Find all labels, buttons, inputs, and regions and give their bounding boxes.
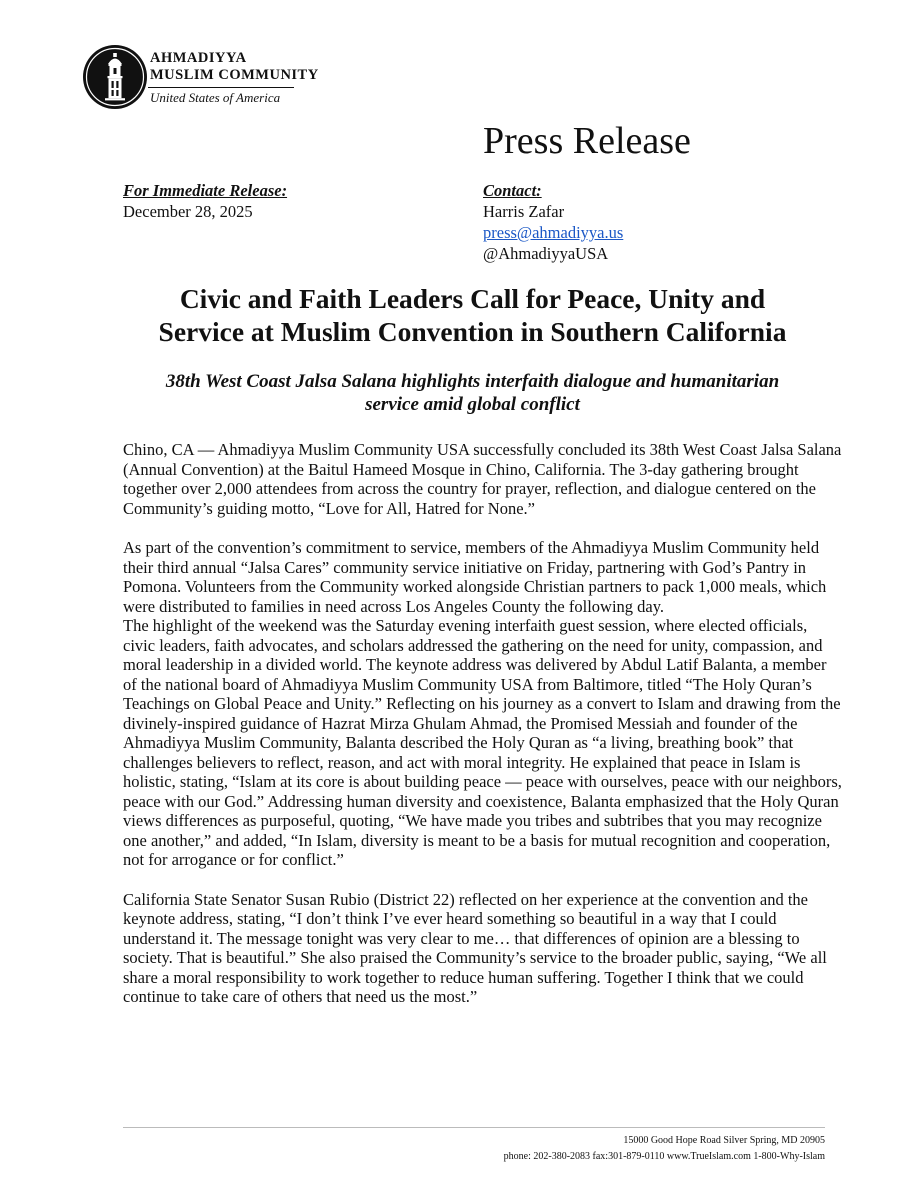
page-title: Press Release [483,120,691,162]
footer-address: 15000 Good Hope Road Silver Spring, MD 20905 [623,1135,825,1146]
headline-line2: Service at Muslim Convention in Southern California [158,316,787,347]
body-paragraph-2: As part of the convention’s commitment to service, members of the Ahmadiyya Muslim Community held their third annual “Jalsa Cares” community service initiative on Friday, partnering with God’s Pantry in Pomona. Volunteers from the Community worked alongside Christian partners to pack 1,000 meals, which were distributed to families in need across Los Angeles County the following day. [123,538,827,616]
subheadline [90,370,855,416]
body-paragraph-4: California State Senator Susan Rubio (District 22) reflected on her experience at the convention and the keynote address, stating, “I don’t think I’ve ever heard something so beautiful in a way that I could understand it. The message tonight was very clear to me… that differences of opinion are a blessing to society. That is beautiful.” She also praised the Community’s service to the broader public, saying, “We all share a moral responsibility to work together to reduce human suffering. Together I think that we could continue to take care of others that need us the most.” [123,889,827,1006]
minaret-logo-icon [82,44,148,110]
body-paragraph-1: Chino, CA — Ahmadiyya Muslim Community USA successfully concluded its 38th West Coast Jalsa Salana (Annual Convention) at the Baitul Hameed Mosque in Chino, California. The 3-day gathering brought together over 2,000 attendees from across the country for prayer, reflection, and dialogue centered on the Community’s guiding motto, “Love for All, Hatred for None.” [123,440,842,518]
footer-divider [123,1127,825,1128]
org-name-line2: MUSLIM COMMUNITY [150,67,319,83]
contact-name: Harris Zafar [483,202,565,221]
footer [504,1133,825,1165]
contact-email-link[interactable]: press@ahmadiyya.us [483,223,624,242]
headline [100,282,845,348]
org-subtitle: United States of America [150,90,281,105]
org-name-block [150,50,319,106]
contact-label: Contact: [483,181,542,200]
org-divider [148,87,294,88]
subheadline-line1: 38th West Coast Jalsa Salana highlights interfaith dialogue and humanitarian [165,371,780,392]
contact-handle: @AhmadiyyaUSA [483,244,609,263]
contact-block [483,180,623,264]
body-paragraph-3: The highlight of the weekend was the Saturday evening interfaith guest session, where elected officials, civic leaders, faith advocates, and scholars addressed the gathering on the need for unity, compassion, and moral leadership in a divided world. The keynote address was delivered by Abdul Latif Balanta, a member of the national board of Ahmadiyya Muslim Community USA from Baltimore, titled “The Holy Quran’s Teachings on Global Peace and Unity.” Reflecting on his journey as a convert to Islam and drawing from the divinely-inspired guidance of Hazrat Mirza Ghulam Ahmad, the Promised Messiah and founder of the Ahmadiyya Muslim Community, Balanta described the Holy Quran as “a living, breathing book” that challenges believers to reflect, reason, and act with moral integrity. He explained that peace in Islam is holistic, stating, “Islam at its core is about building peace — peace with ourselves, peace with our neighbors, peace with our God.” Addressing human diversity and coexistence, Balanta emphasized that the Holy Quran views differences as purposeful, quoting, “We have made you tribes and subtribes that you may recognize one another,” and added, “In Islam, diversity is meant to be a basis for mutual recognition and cooperation, not for arrogance or for conflict.” [123,616,842,869]
org-name-line1: AHMADIYYA [150,50,247,66]
release-block [123,180,287,222]
release-label: For Immediate Release: [123,181,288,200]
headline-line1: Civic and Faith Leaders Call for Peace, Unity and [179,283,766,314]
article-body [123,440,843,1007]
release-date: December 28, 2025 [123,202,253,221]
footer-contact-line: phone: 202-380-2083 fax:301-879-0110 www.TrueIslam.com 1-800-Why-Islam [503,1151,825,1162]
subheadline-line2: service amid global conflict [365,394,580,415]
